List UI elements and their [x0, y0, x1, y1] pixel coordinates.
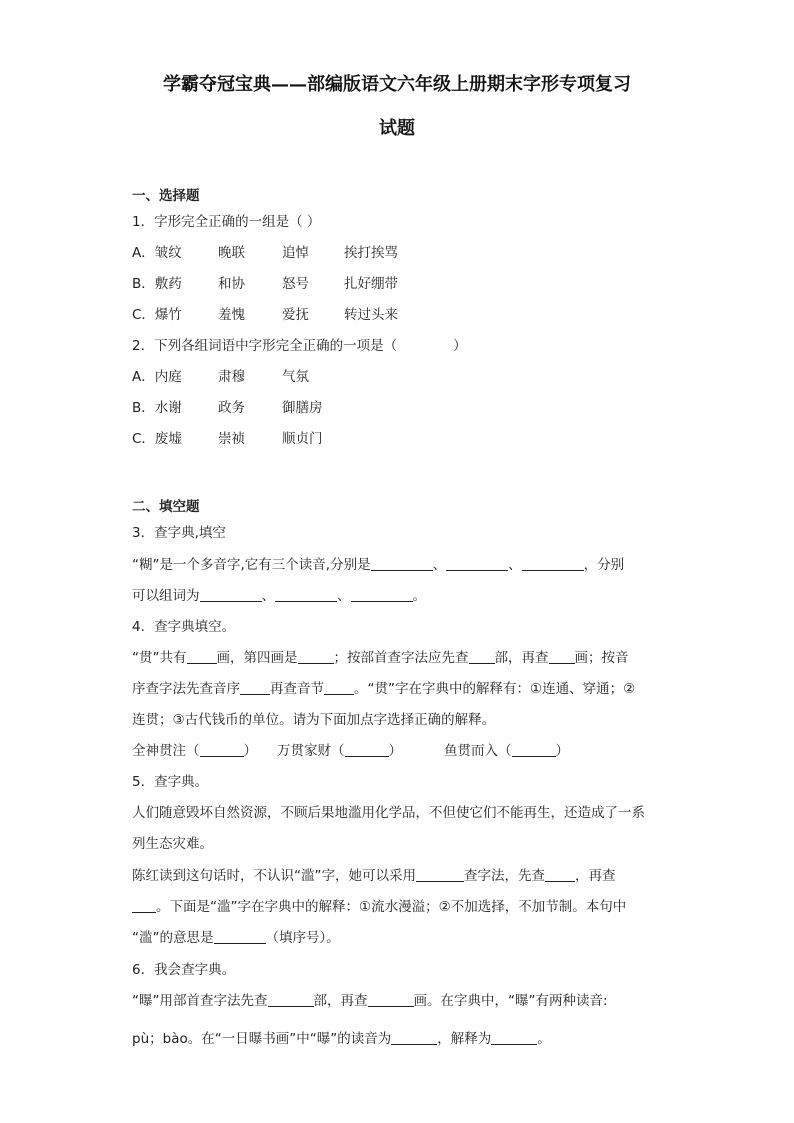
question-1-stem: 1．字形完全正确的一组是（ ）: [132, 214, 321, 230]
option-word: 顺贞门: [282, 431, 323, 447]
q4-text: 画；按音: [574, 650, 629, 666]
q5-text: 查字法，先查: [464, 868, 545, 884]
answer-blank[interactable]: [391, 1030, 437, 1045]
document-title-line2: 试题: [379, 118, 415, 139]
document-title: 学霸夺冠宝典——部编版语文六年级上册期末字形专项复习: [163, 74, 631, 95]
q3-text: 。: [412, 588, 426, 604]
section-heading-choice: 一、选择题: [132, 188, 200, 204]
answer-blank[interactable]: [545, 867, 575, 882]
option-word: 追悼: [282, 245, 309, 261]
option-word: 和协: [218, 276, 245, 292]
option-label: C．爆竹: [132, 307, 182, 323]
q5-text: 陈红读到这句话时，不认识“滥”字，她可以采用: [132, 868, 416, 884]
question-3-stem: 3．查字典,填空: [132, 525, 226, 541]
option-word: 扎好绷带: [344, 276, 398, 292]
question-6-stem: 6．我会查字典。: [132, 962, 236, 978]
option-label: A．内庭: [132, 369, 182, 385]
answer-blank[interactable]: [491, 1030, 537, 1045]
paren-close: ）: [243, 743, 257, 759]
option-word: 挨打挨骂: [344, 245, 398, 261]
q5-text: “滥”的意思是: [132, 930, 214, 946]
q6-text: ，解释为: [437, 1031, 492, 1047]
question-6-line-2: [132, 1029, 551, 1049]
option-word: 崇祯: [218, 431, 245, 447]
separator: 、: [261, 588, 275, 604]
option-word: 羞愧: [218, 307, 245, 323]
question-4-line-4: [132, 741, 569, 761]
answer-blank[interactable]: [200, 587, 262, 602]
option-label: A．皱纹: [132, 245, 182, 261]
answer-blank[interactable]: [368, 992, 414, 1007]
question-5-line-4: [132, 897, 626, 917]
answer-blank[interactable]: [187, 649, 217, 664]
answer-blank[interactable]: [275, 587, 337, 602]
q3-text: 可以组词为: [132, 588, 200, 604]
answer-blank[interactable]: [324, 680, 354, 695]
q6-text: 部，再查: [313, 993, 368, 1009]
question-2-option-b: [132, 398, 344, 418]
question-4-stem: 4．查字典填空。: [132, 619, 236, 635]
q5-text: 。下面是“滥”字在字典中的解释：①流水漫溢；②不加选择，不加节制。本句中: [156, 899, 627, 915]
question-4-line-3: 连贯；③古代钱币的单位。请为下面加点字选择正确的解释。: [132, 712, 496, 728]
q4-text: 。“贯”字在字典中的解释有：①连通、穿通；②: [354, 681, 636, 697]
question-5-line-3: [132, 866, 616, 886]
option-word: 御膳房: [282, 400, 323, 416]
answer-blank[interactable]: [549, 649, 575, 664]
q6-text: 画。在字典中，“曝”有两种读音:: [413, 993, 608, 1009]
q5-text: （填序号）。: [265, 930, 340, 946]
question-6-line-1: [132, 991, 608, 1011]
answer-blank[interactable]: [240, 680, 270, 695]
question-5-stem: 5．查字典。: [132, 774, 209, 790]
q5-text: ，再查: [575, 868, 616, 884]
q4-text: 画，第四画是: [216, 650, 298, 666]
answer-blank[interactable]: [446, 556, 508, 571]
option-word: 政务: [218, 400, 245, 416]
question-2-text: 2．下列各组词语中字形完全正确的一项是（: [132, 338, 398, 354]
answer-blank[interactable]: [371, 556, 433, 571]
answer-blank[interactable]: [268, 992, 314, 1007]
answer-blank[interactable]: [416, 867, 464, 882]
separator: 、: [337, 588, 351, 604]
question-5-line-5: [132, 928, 340, 948]
question-4-line-2: [132, 679, 635, 699]
question-2-stem: [132, 336, 467, 356]
question-1-option-c: [132, 305, 434, 325]
answer-blank[interactable]: [298, 649, 334, 664]
answer-blank[interactable]: [345, 742, 389, 757]
question-1-option-a: [132, 243, 434, 263]
paren-close: ）: [388, 743, 402, 759]
option-word: 怒号: [282, 276, 309, 292]
question-2-paren-close: ）: [453, 338, 467, 354]
option-label: C．废墟: [132, 431, 182, 447]
answer-blank[interactable]: [512, 742, 556, 757]
answer-blank[interactable]: [469, 649, 495, 664]
section-heading-fill: 二、填空题: [132, 499, 200, 515]
answer-blank[interactable]: [522, 556, 584, 571]
q3-text: ，分别: [583, 557, 625, 573]
q6-text: 。: [537, 1031, 551, 1047]
question-5-passage-1: 人们随意毁坏自然资源，不顾后果地滥用化学品，不但使它们不能再生，还造成了一系: [132, 805, 645, 821]
q6-text: “曝”用部首查字法先查: [132, 993, 268, 1009]
separator: 、: [432, 557, 447, 573]
q4-text: 万贯家财（: [277, 743, 345, 759]
option-word: 气氛: [282, 369, 309, 385]
question-3-line-1: [132, 555, 624, 575]
q4-text: 鱼贯而入（: [444, 743, 512, 759]
q6-text: pù；bào。在“一日曝书画”中“曝”的读音为: [132, 1031, 392, 1047]
answer-blank[interactable]: [132, 898, 156, 913]
q4-text: 部，再查: [494, 650, 549, 666]
answer-blank[interactable]: [200, 742, 244, 757]
answer-blank[interactable]: [214, 929, 266, 944]
question-4-line-1: [132, 648, 629, 668]
option-word: 转过头来: [344, 307, 398, 323]
answer-blank[interactable]: [351, 587, 413, 602]
q4-text: “贯”共有: [132, 650, 187, 666]
question-2-option-a: [132, 367, 344, 387]
question-3-line-2: [132, 586, 426, 606]
q4-text: 序查字法先查音序: [132, 681, 240, 697]
option-label: B．水谢: [132, 400, 182, 416]
paren-close: ）: [555, 743, 569, 759]
option-label: B．敷药: [132, 276, 182, 292]
q3-text: “糊”是一个多音字,它有三个读音,分别是: [132, 557, 371, 573]
separator: 、: [508, 557, 522, 573]
question-2-option-c: [132, 429, 344, 449]
option-word: 晚联: [218, 245, 245, 261]
question-5-passage-2: 列生态灾难。: [132, 836, 213, 852]
option-word: 肃穆: [218, 369, 245, 385]
question-1-option-b: [132, 274, 434, 294]
q4-text: 全神贯注（: [132, 743, 200, 759]
q4-text: ；按部首查字法应先查: [333, 650, 469, 666]
option-word: 爱抚: [282, 307, 309, 323]
q4-text: 再查音节: [270, 681, 324, 697]
